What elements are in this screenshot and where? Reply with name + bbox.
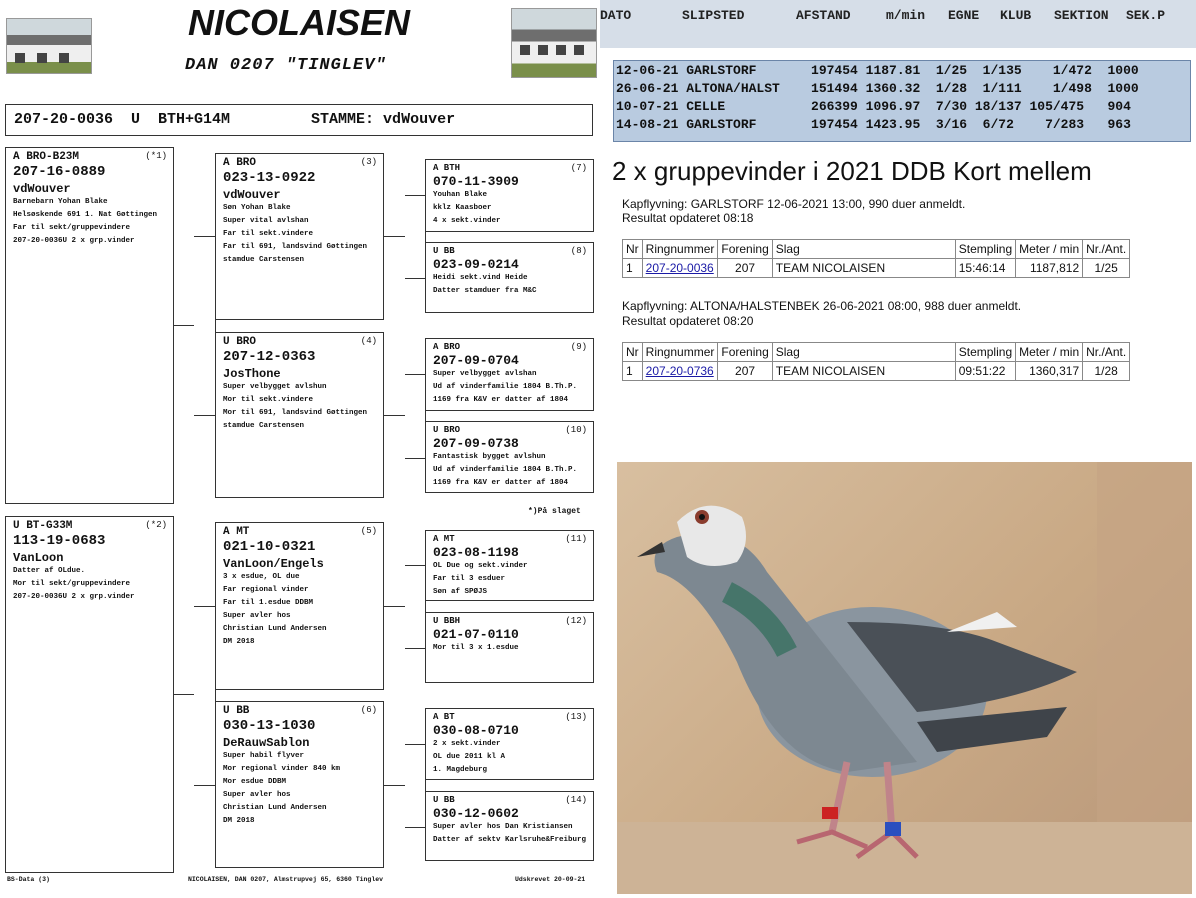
detail-line: Super avler hos: [223, 791, 291, 799]
th-loft: Slag: [772, 343, 955, 362]
detail-line: Søn Yohan Blake: [223, 204, 291, 212]
detail-line: 207-20-0036U 2 x grp.vinder: [13, 593, 135, 601]
cell-place: 1/28: [1083, 362, 1130, 381]
box-number: (5): [360, 526, 377, 536]
result-row: 26-06-21 ALTONA/HALST 151494 1360.32 1/28 1/111 1/498 1000: [616, 81, 1139, 96]
connector-line: [384, 606, 405, 607]
flight-table: [622, 342, 1130, 381]
box-number: (10): [565, 425, 587, 435]
detail-line: Heidi sekt.vind Heide: [433, 274, 528, 282]
box-number: (*2): [145, 520, 167, 530]
connector-bracket: [194, 606, 216, 786]
ring-number: 030-12-0602: [433, 806, 519, 821]
detail-line: Søn af SPØJS: [433, 588, 488, 596]
detail-line: stamdue Carstensen: [223, 256, 305, 264]
sex-color: U BB: [433, 795, 455, 805]
cell-nr: 1: [623, 259, 643, 278]
sex-color: U BT-G33M: [13, 520, 73, 532]
pedigree-box-10: [425, 421, 594, 493]
box-number: (6): [360, 705, 377, 715]
note-on-loft: *)På slaget: [528, 507, 581, 516]
detail-line: 207-20-0036U 2 x grp.vinder: [13, 237, 135, 245]
detail-line: Super velbygget avlshan: [433, 370, 537, 378]
th-loft: Slag: [772, 240, 955, 259]
detail-line: Mor esdue DDBM: [223, 778, 287, 786]
strain-name: vdWouver: [223, 188, 281, 202]
detail-line: Christian Lund Andersen: [223, 804, 327, 812]
detail-line: DM 2018: [223, 817, 255, 825]
pigeon-photo: [617, 462, 1192, 894]
strain-name: VanLoon/Engels: [223, 557, 324, 571]
flight-updated: Resultat opdateret 08:18: [622, 211, 754, 225]
th-ring: Ringnummer: [642, 343, 718, 362]
col-sektion: SEKTION: [1054, 8, 1109, 23]
pedigree-box-11: [425, 530, 594, 601]
cell-club: 207: [718, 362, 772, 381]
cell-clock: 15:46:14: [955, 259, 1015, 278]
cell-club: 207: [718, 259, 772, 278]
flight-updated: Resultat opdateret 08:20: [622, 314, 754, 328]
detail-line: 1. Magdeburg: [433, 766, 488, 774]
detail-line: 1169 fra K&V er datter af 1804: [433, 479, 569, 487]
cell-ring[interactable]: [642, 259, 718, 278]
ring-number: 030-13-1030: [223, 718, 316, 734]
detail-line: Super vital avlshan: [223, 217, 309, 225]
detail-line: Fantastisk bygget avlshun: [433, 453, 546, 461]
strain-name: VanLoon: [13, 551, 64, 565]
footer-address: NICOLAISEN, DAN 0207, Almstrupvej 65, 6360 Tinglev: [188, 876, 384, 883]
detail-line: 3 x esdue, OL due: [223, 573, 300, 581]
connector-bracket: [405, 195, 426, 279]
connector-bracket: [405, 565, 426, 649]
cell-loft: TEAM NICOLAISEN: [772, 362, 955, 381]
box-number: (3): [360, 157, 377, 167]
ring-number: 021-10-0321: [223, 539, 316, 555]
connector-line: [384, 236, 405, 237]
ring-number: 207-16-0889: [13, 164, 106, 180]
cell-ring[interactable]: [642, 362, 718, 381]
cell-nr: 1: [623, 362, 643, 381]
footer-printed: Udskrevet 20-09-21: [515, 876, 586, 883]
pedigree-box-7: [425, 159, 594, 232]
ring-link[interactable]: 207-20-0736: [645, 364, 714, 378]
sex-color: U BRO: [223, 336, 257, 348]
pedigree-box-8: [425, 242, 594, 313]
box-number: (7): [570, 163, 587, 173]
page-subtitle: DAN 0207 "TINGLEV": [185, 56, 387, 75]
flight-info: Kapflyvning: ALTONA/HALSTENBEK 26-06-2021 08:00, 988 duer anmeldt.: [622, 299, 1022, 313]
sex-color: A BRO-B23M: [13, 151, 80, 163]
detail-line: Ud af vinderfamilie 1804 B.Th.P.: [433, 383, 578, 391]
th-nr: Nr: [623, 240, 643, 259]
cell-loft: TEAM NICOLAISEN: [772, 259, 955, 278]
connector-bracket: [405, 374, 426, 459]
box-number: (12): [565, 616, 587, 626]
sex-color: U BBH: [433, 616, 461, 626]
col-afstand: AFSTAND: [796, 8, 851, 23]
detail-line: Mor til 3 x 1.esdue: [433, 644, 519, 652]
th-nr: Nr: [623, 343, 643, 362]
farmhouse-photo-right: [511, 8, 597, 78]
th-club: Forening: [718, 343, 772, 362]
th-speed: Meter / min: [1016, 240, 1083, 259]
pedigree-box-12: [425, 612, 594, 683]
th-speed: Meter / min: [1016, 343, 1083, 362]
pedigree-box-14: [425, 791, 594, 861]
ring-number: 023-09-0214: [433, 257, 519, 272]
col-mmin: m/min: [886, 8, 926, 23]
box-number: (11): [565, 534, 587, 544]
detail-line: kklz Kaasboer: [433, 204, 492, 212]
detail-line: Mor til sekt/gruppevindere: [13, 580, 131, 588]
pedigree-box-9: [425, 338, 594, 411]
ring-number: 113-19-0683: [13, 533, 106, 549]
detail-line: Barnebarn Yohan Blake: [13, 198, 108, 206]
sex-color: A BTH: [433, 163, 461, 173]
detail-line: Ud af vinderfamilie 1804 B.Th.P.: [433, 466, 578, 474]
detail-line: Far til sekt/gruppevindere: [13, 224, 131, 232]
connector-line: [174, 694, 194, 695]
cell-place: 1/25: [1083, 259, 1130, 278]
box-number: (13): [565, 712, 587, 722]
ring-link[interactable]: 207-20-0036: [645, 261, 714, 275]
bird-identity: 207-20-0036 U BTH+G14M STAMME: vdWouver: [5, 104, 593, 136]
th-place: Nr./Ant.: [1083, 343, 1130, 362]
detail-line: OL Due og sekt.vinder: [433, 562, 528, 570]
box-number: (9): [570, 342, 587, 352]
detail-line: stamdue Carstensen: [223, 422, 305, 430]
sex-color: U BRO: [433, 425, 461, 435]
sex-color: A BRO: [223, 157, 257, 169]
detail-line: Super avler hos Dan Kristiansen: [433, 823, 573, 831]
strain-name: JosThone: [223, 367, 281, 381]
detail-line: 2 x sekt.vinder: [433, 740, 501, 748]
detail-line: Datter stamduer fra M&C: [433, 287, 537, 295]
sex-color: U BB: [223, 705, 250, 717]
sex-color: A BRO: [433, 342, 461, 352]
ring-number: 070-11-3909: [433, 174, 519, 189]
th-club: Forening: [718, 240, 772, 259]
th-ring: Ringnummer: [642, 240, 718, 259]
detail-line: Mor regional vinder 840 km: [223, 765, 341, 773]
detail-line: DM 2018: [223, 638, 255, 646]
connector-bracket: [405, 744, 426, 828]
detail-line: OL due 2011 kl A: [433, 753, 506, 761]
cell-speed: 1360,317: [1016, 362, 1083, 381]
connector-line: [384, 785, 405, 786]
connector-line: [174, 325, 194, 326]
ring-number: 030-08-0710: [433, 723, 519, 738]
strain-name: DeRauwSablon: [223, 736, 310, 750]
th-place: Nr./Ant.: [1083, 240, 1130, 259]
col-sekp: SEK.P: [1126, 8, 1166, 23]
detail-line: Mor til sekt.vindere: [223, 396, 314, 404]
detail-line: Super habil flyver: [223, 752, 305, 760]
detail-line: Far til 691, landsvind Gøttingen: [223, 243, 368, 251]
sex-color: A BT: [433, 712, 455, 722]
col-egne: EGNE: [948, 8, 980, 23]
pigeon-illustration: [617, 462, 1192, 894]
footer-source: BS-Data (3): [7, 876, 50, 883]
page-title: NICOLAISEN: [188, 2, 411, 43]
th-clock: Stempling: [955, 240, 1015, 259]
col-klub: KLUB: [1000, 8, 1032, 23]
ring-number: 023-13-0922: [223, 170, 316, 186]
ring-number: 021-07-0110: [433, 627, 519, 642]
pedigree-box-13: [425, 708, 594, 780]
pedigree-box-1: [5, 147, 174, 504]
detail-line: Christian Lund Andersen: [223, 625, 327, 633]
ring-number: 207-09-0704: [433, 353, 519, 368]
detail-line: Helsøskende 691 1. Nat Gøttingen: [13, 211, 158, 219]
ring-number: 023-08-1198: [433, 545, 519, 560]
connector-line: [384, 415, 405, 416]
pedigree-box-4: [215, 332, 384, 498]
cell-speed: 1187,812: [1016, 259, 1083, 278]
cell-clock: 09:51:22: [955, 362, 1015, 381]
pedigree-box-2: [5, 516, 174, 873]
result-row: 10-07-21 CELLE 266399 1096.97 7/30 18/137 105/475 904: [616, 99, 1131, 114]
col-dato: DATO: [600, 8, 632, 23]
box-number: (*1): [145, 151, 167, 161]
box-number: (4): [360, 336, 377, 346]
flight-info: Kapflyvning: GARLSTORF 12-06-2021 13:00, 990 duer anmeldt.: [622, 197, 966, 211]
connector-bracket: [194, 236, 216, 416]
strain-name: vdWouver: [13, 182, 71, 196]
detail-line: 4 x sekt.vinder: [433, 217, 501, 225]
ring-number: 207-12-0363: [223, 349, 316, 365]
detail-line: Super velbygget avlshun: [223, 383, 327, 391]
detail-line: Mor til 691, landsvind Gøttingen: [223, 409, 368, 417]
flight-table: [622, 239, 1130, 278]
results-table: [613, 60, 1191, 142]
result-row: 12-06-21 GARLSTORF 197454 1187.81 1/25 1/135 1/472 1000: [616, 63, 1139, 78]
sex-color: U BB: [433, 246, 455, 256]
results-header: [600, 0, 1196, 48]
th-clock: Stempling: [955, 343, 1015, 362]
result-row: 14-08-21 GARLSTORF 197454 1423.95 3/16 6/72 7/283 963: [616, 117, 1131, 132]
detail-line: Far regional vinder: [223, 586, 309, 594]
detail-line: Youhan Blake: [433, 191, 488, 199]
detail-line: Datter af OLdue.: [13, 567, 86, 575]
col-slipsted: SLIPSTED: [682, 8, 745, 23]
detail-line: Datter af sektv Karlsruhe&Freiburg: [433, 836, 587, 844]
detail-line: Super avler hos: [223, 612, 291, 620]
ring-number: 207-09-0738: [433, 436, 519, 451]
box-number: (8): [570, 246, 587, 256]
detail-line: Far til 3 esduer: [433, 575, 506, 583]
pedigree-box-3: [215, 153, 384, 320]
farmhouse-photo-left: [6, 18, 92, 74]
sex-color: A MT: [433, 534, 455, 544]
sex-color: A MT: [223, 526, 250, 538]
detail-line: 1169 fra K&V er datter af 1804: [433, 396, 569, 404]
detail-line: Far til sekt.vindere: [223, 230, 314, 238]
detail-line: Far til 1.esdue DDBM: [223, 599, 314, 607]
pedigree-box-5: [215, 522, 384, 690]
box-number: (14): [565, 795, 587, 805]
headline: 2 x gruppevinder i 2021 DDB Kort mellem: [612, 156, 1092, 186]
pedigree-box-6: [215, 701, 384, 868]
